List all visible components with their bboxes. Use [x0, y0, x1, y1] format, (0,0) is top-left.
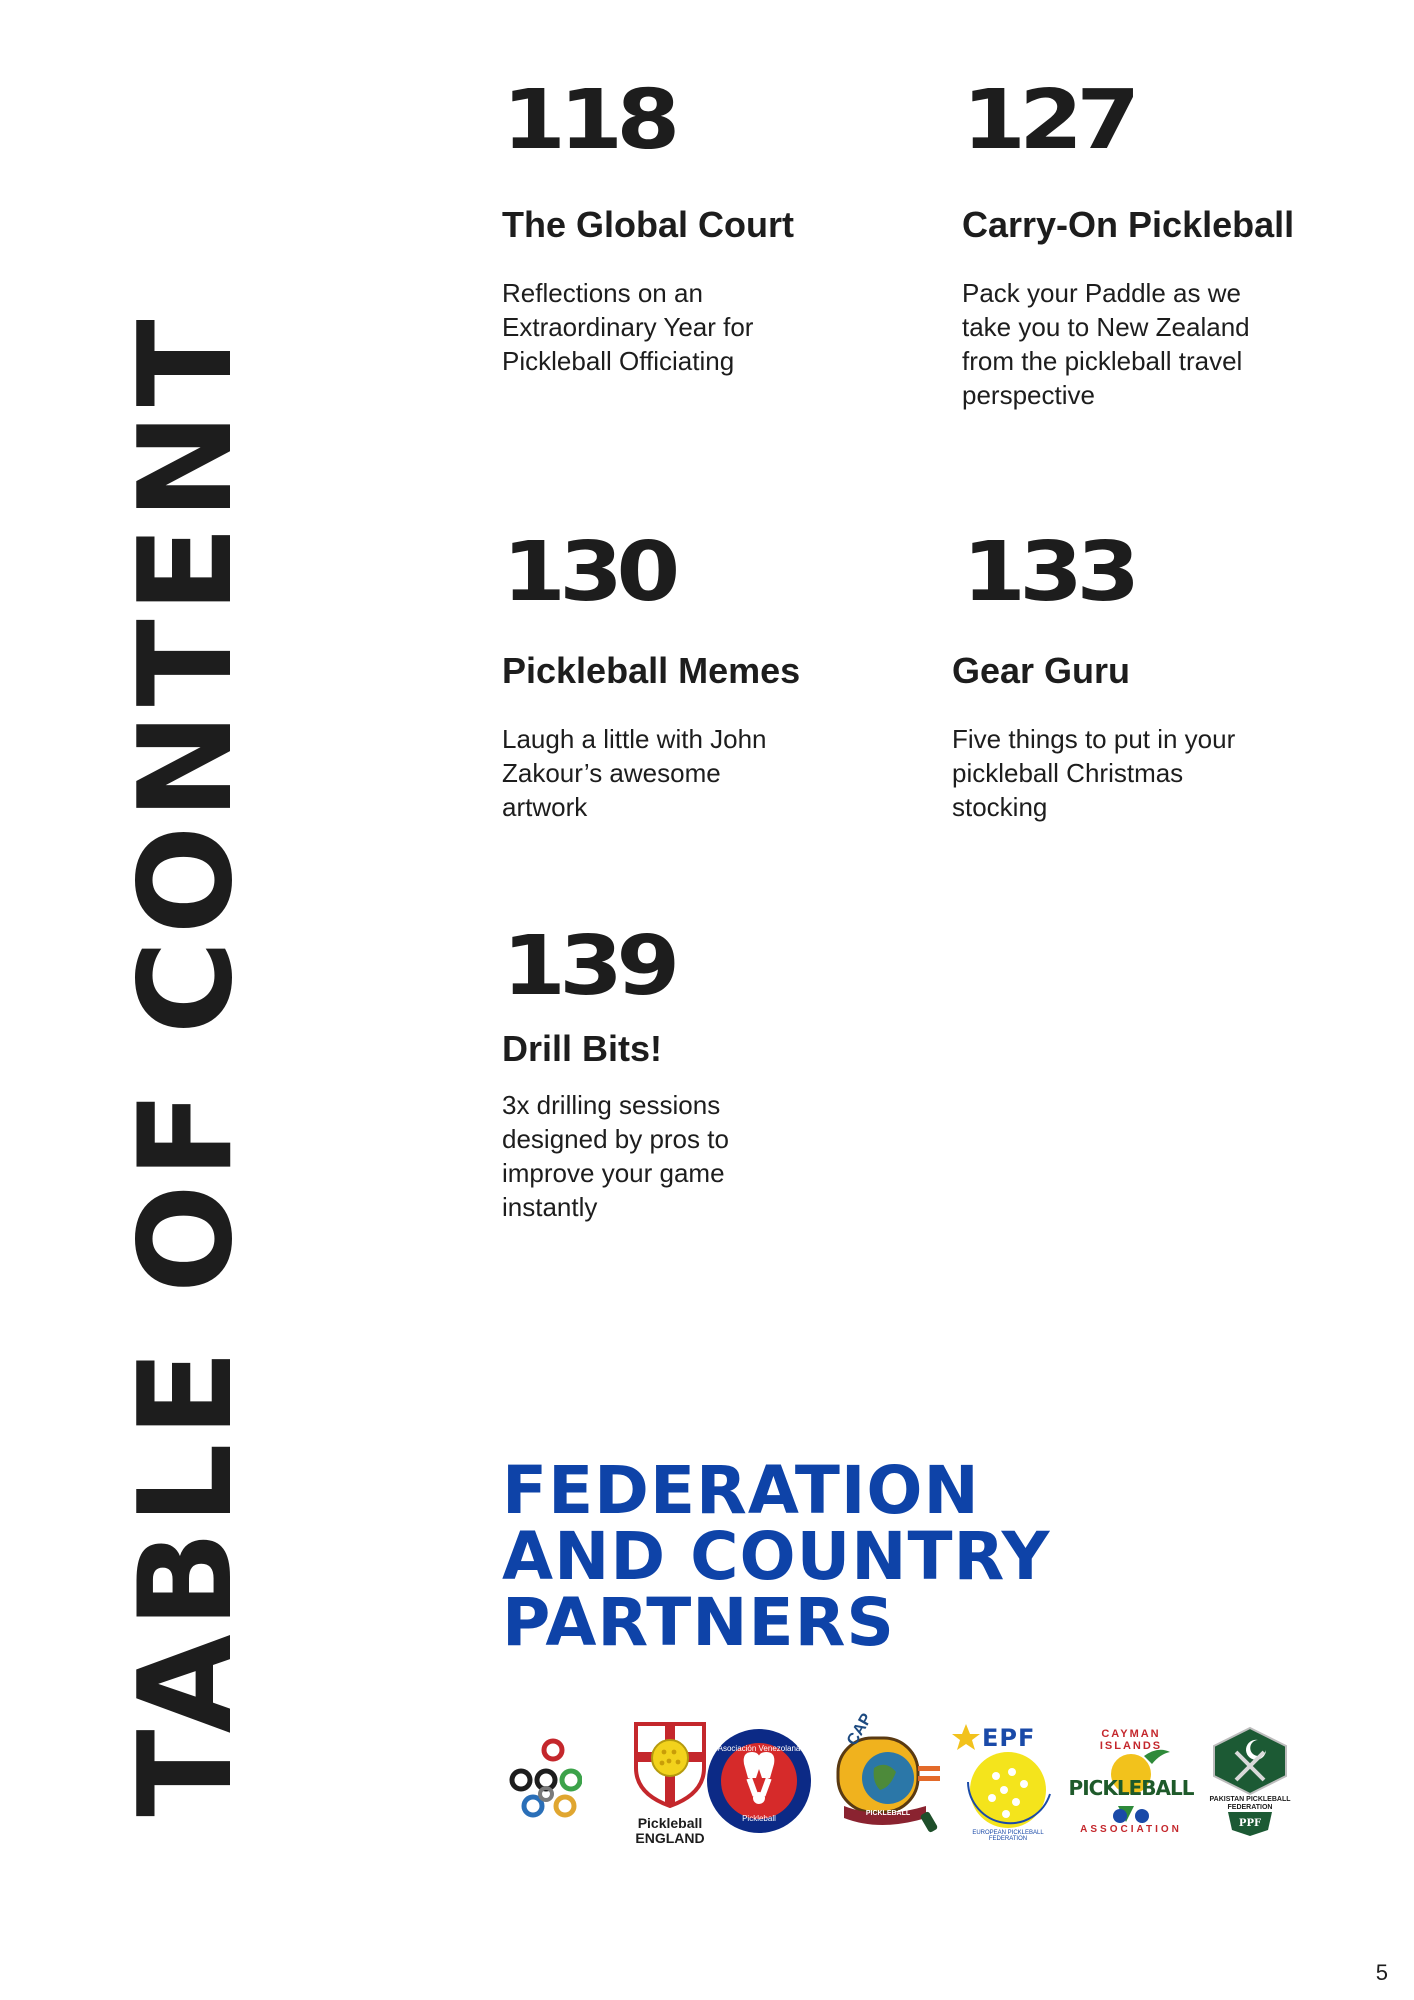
partners-heading: FEDERATION AND COUNTRY PARTNERS — [502, 1452, 1051, 1661]
toc-entry-description: Reflections on an Extraordinary Year for Pickleball Officiating — [502, 278, 754, 376]
vertical-page-title: TABLE OF CONTENT — [112, 313, 261, 1817]
epf-logo: EPF EUROPEAN PICKLEBALL FEDERATION — [952, 1722, 1062, 1840]
toc-page-number: 118 — [502, 73, 674, 168]
toc-page-number: 130 — [502, 525, 674, 620]
toc-entry-description: Laugh a little with John Zakour’s awesome artwork — [502, 724, 767, 822]
toc-entry-title: Carry-On Pickleball — [962, 204, 1295, 245]
toc-entry-title: The Global Court — [502, 204, 794, 245]
toc-entry-title: Pickleball Memes — [502, 650, 801, 691]
paddle-globe-icon — [830, 1732, 942, 1836]
toc-entry-description: 3x drilling sessions designed by pros to improve your game instantly — [502, 1090, 729, 1222]
rings-logo-icon — [508, 1738, 582, 1838]
toc-entry-title: Gear Guru — [952, 650, 1131, 691]
england-shield-icon — [632, 1720, 708, 1808]
toc-entry-description: Five things to put in your pickleball Christmas stocking — [952, 724, 1236, 822]
toc-entry-127[interactable] — [962, 73, 1392, 412]
toc-entry-description: Pack your Paddle as we take you to New Zealand from the pickleball travel perspective — [962, 278, 1250, 410]
pickleball-england-logo: Pickleball ENGLAND — [632, 1720, 708, 1844]
toc-page-number: 133 — [962, 525, 1134, 620]
asociacion-venezolana-logo: Asociación Venezolana Pickleball — [704, 1726, 814, 1836]
toc-entry-139[interactable] — [502, 919, 902, 1224]
cayman-islands-pickleball-logo: CAYMAN ISLANDS PICKLEBALL ASSOCIATION — [1068, 1726, 1194, 1838]
pakistan-pickleball-federation-logo: PAKISTAN PICKLEBALL FEDERATION PPF — [1210, 1726, 1290, 1838]
toc-entry-133[interactable] — [952, 525, 1372, 824]
toc-page-number: 139 — [502, 919, 674, 1014]
partner-logos — [508, 1710, 1308, 1860]
toc-page-number: 127 — [962, 73, 1134, 168]
toc-entry-title: Drill Bits! — [502, 1028, 663, 1069]
cap-african-pickleball-logo: CAP PICKLEBALL — [830, 1732, 942, 1836]
toc-entry-130[interactable] — [502, 525, 902, 824]
toc-entry-118[interactable] — [502, 73, 902, 378]
page-number: 5 — [1375, 1960, 1388, 1985]
